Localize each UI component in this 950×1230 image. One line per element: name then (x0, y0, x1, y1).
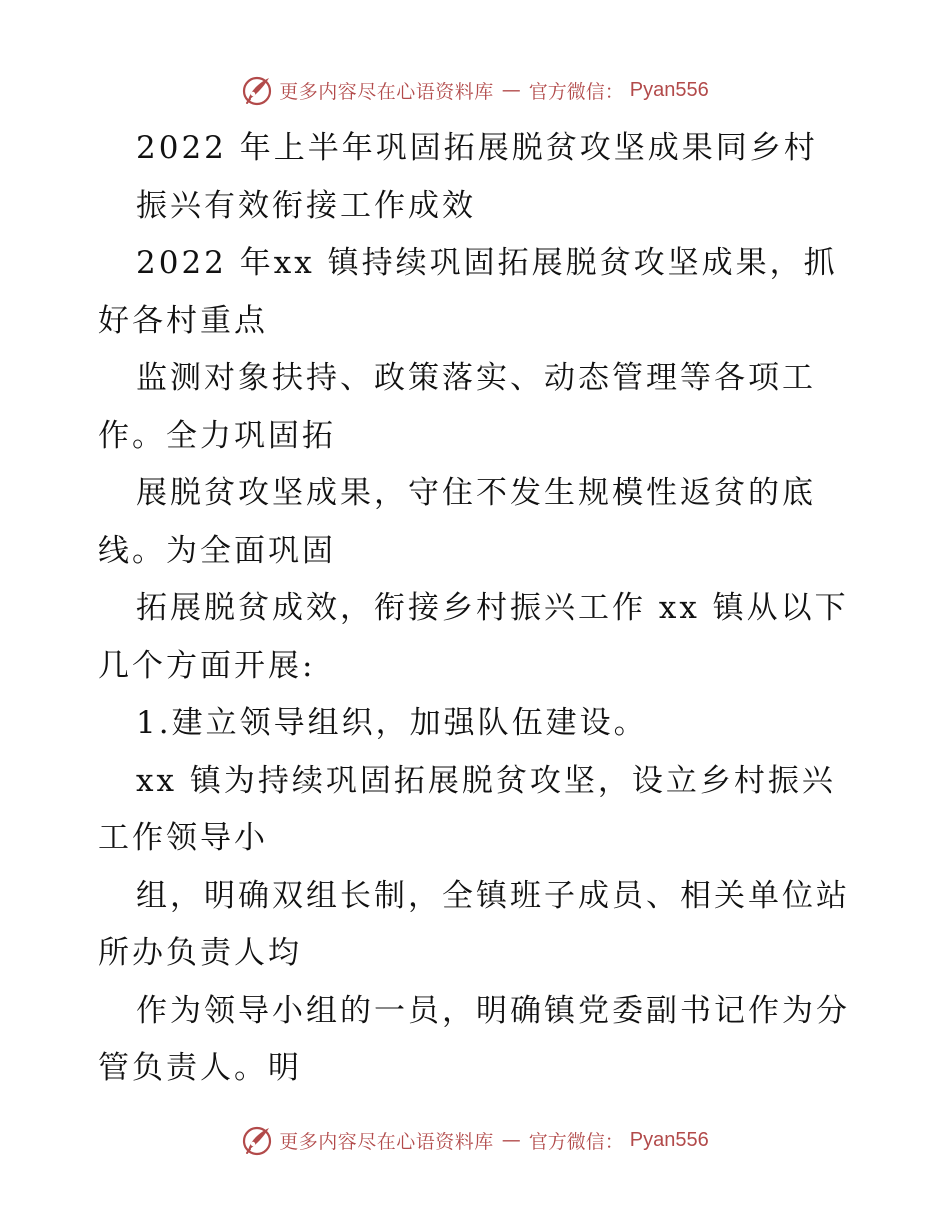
text-line: 2022 年xx 镇持续巩固拓展脱贫攻坚成果，抓 (136, 245, 838, 281)
document-body (98, 120, 858, 1098)
banner-official-label: 官方微信： (528, 1130, 624, 1153)
text-line: 1.建立领导组织，加强队伍建设。 (136, 705, 648, 741)
footer-banner (0, 1120, 950, 1160)
header-banner (0, 70, 950, 110)
text-line: 作。全力巩固拓 (98, 417, 336, 454)
banner-separator: — (501, 79, 521, 101)
banner-separator: — (501, 1129, 521, 1151)
text-line: 所办负责人均 (98, 935, 302, 971)
header-banner-inner (241, 74, 709, 106)
banner-wechat-id: Pyan556 (629, 1128, 709, 1151)
text-line: 管负责人。明 (98, 1050, 302, 1086)
text-line: 几个方面开展: (98, 647, 316, 684)
banner-site-text: 更多内容尽在心语资料库 (279, 80, 494, 103)
text-line: 作为领导小组的一员，明确镇党委副书记作为分 (136, 992, 850, 1029)
banner-site-text: 更多内容尽在心语资料库 (279, 1130, 494, 1153)
banner-official-label: 官方微信： (528, 80, 624, 103)
text-line: 组，明确双组长制，全镇班子成员、相关单位站 (136, 877, 850, 914)
text-line: 线。为全面巩固 (98, 532, 336, 569)
banner-wechat-id: Pyan556 (629, 78, 709, 101)
footer-banner-inner (241, 1124, 709, 1156)
text-line: xx 镇为持续巩固拓展脱贫攻坚，设立乡村振兴 (136, 762, 836, 799)
text-line: 工作领导小 (98, 820, 268, 856)
text-line: 2022 年上半年巩固拓展脱贫攻坚成果同乡村 (136, 130, 818, 166)
text-line: 监测对象扶持、政策落实、动态管理等各项工 (136, 360, 816, 396)
quill-logo-icon (241, 74, 273, 106)
quill-logo-icon (241, 1124, 273, 1156)
text-line: 拓展脱贫成效，衔接乡村振兴工作 xx 镇从以下 (136, 590, 849, 626)
text-line: 展脱贫攻坚成果，守住不发生规模性返贫的底 (136, 475, 816, 511)
text-line: 好各村重点 (98, 302, 268, 339)
text-line: 振兴有效衔接工作成效 (136, 187, 476, 224)
